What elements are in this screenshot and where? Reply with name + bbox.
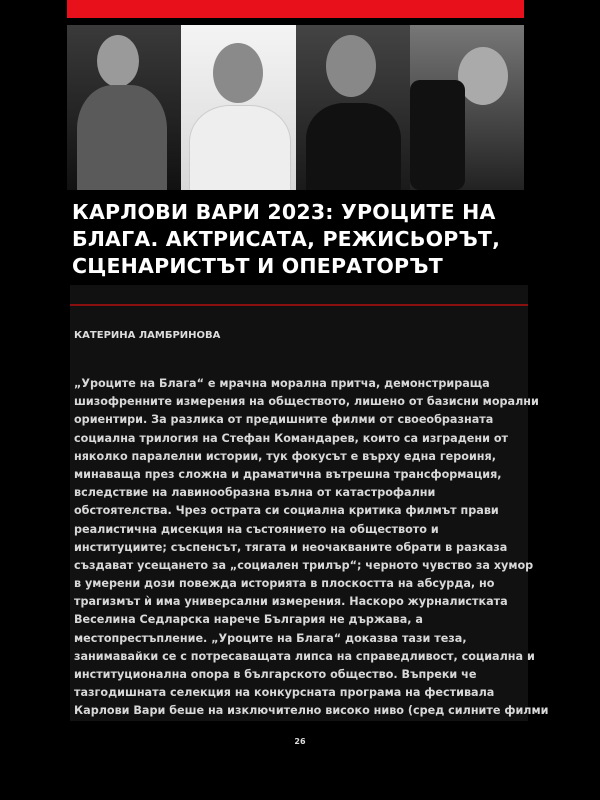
- photo-director: [181, 25, 295, 190]
- body-line: шизофренните измерения на обществото, лишено от базисни морални: [74, 395, 539, 409]
- photo-screenwriter: [296, 25, 410, 190]
- body-line: създават усещането за „социален трилър“; черното чувство за хумор: [74, 558, 534, 572]
- body-line: няколко паралелни истории, тук фокусът е върху една героиня,: [74, 449, 496, 463]
- body-line: минаваща през сложна и драматична вътрешна трансформация,: [74, 467, 502, 481]
- page-number: 26: [294, 737, 306, 746]
- article-title: [72, 199, 532, 280]
- body-line: обстоятелства. Чрез острата си социална критика филмът прави: [74, 504, 499, 518]
- body-line: социална трилогия на Стефан Командарев, които са изградени от: [74, 431, 508, 445]
- body-line: местопрестъпление. „Уроците на Блага“ доказва тази теза,: [74, 631, 467, 645]
- body-line: Веселина Седларска нарече България не държава, а: [74, 613, 423, 627]
- title-line: БЛАГА. АКТРИСАТА, РЕЖИСЬОРЪТ,: [72, 227, 501, 251]
- body-line: тазгодишната селекция на конкурсната програма на фестивала: [74, 686, 495, 700]
- body-line: Карлови Вари беше на изключително високо ниво (сред силните филми: [74, 704, 549, 718]
- body-line: реалистична дисекция на състоянието на обществото и: [74, 522, 439, 536]
- body-line: вследствие на лавинообразна вълна от катастрофални: [74, 486, 436, 500]
- title-line: КАРЛОВИ ВАРИ 2023: УРОЦИТЕ НА: [72, 200, 496, 224]
- body-line: в умерени дози повежда историята в плоскостта на абсурда, но: [74, 577, 495, 591]
- title-line: СЦЕНАРИСТЪТ И ОПЕРАТОРЪТ: [72, 254, 443, 278]
- divider: [70, 304, 528, 306]
- header-photo-collage: [67, 25, 524, 190]
- body-line: институционална опора в българското общество. Въпреки че: [74, 668, 477, 681]
- body-line: занимавайки се с потресаващата липса на справедливост, социална и: [74, 649, 535, 663]
- photo-actress: [67, 25, 181, 190]
- body-line: ориентири. За разлика от предишните филми от своеобразната: [74, 413, 494, 427]
- body-line: трагизмът ѝ има универсални измерения. Наскоро журналистката: [74, 595, 508, 609]
- top-accent-bar: [67, 0, 524, 18]
- photo-cinematographer: [410, 25, 524, 190]
- author-name: КАТЕРИНА ЛАМБРИНОВА: [74, 330, 221, 341]
- article-body: [74, 375, 549, 721]
- body-line: институциите; съспенсът, тягата и неочакваните обрати в разказа: [74, 540, 508, 554]
- body-line: „Уроците на Блага“ е мрачна морална притча, демонстрираща: [74, 377, 490, 390]
